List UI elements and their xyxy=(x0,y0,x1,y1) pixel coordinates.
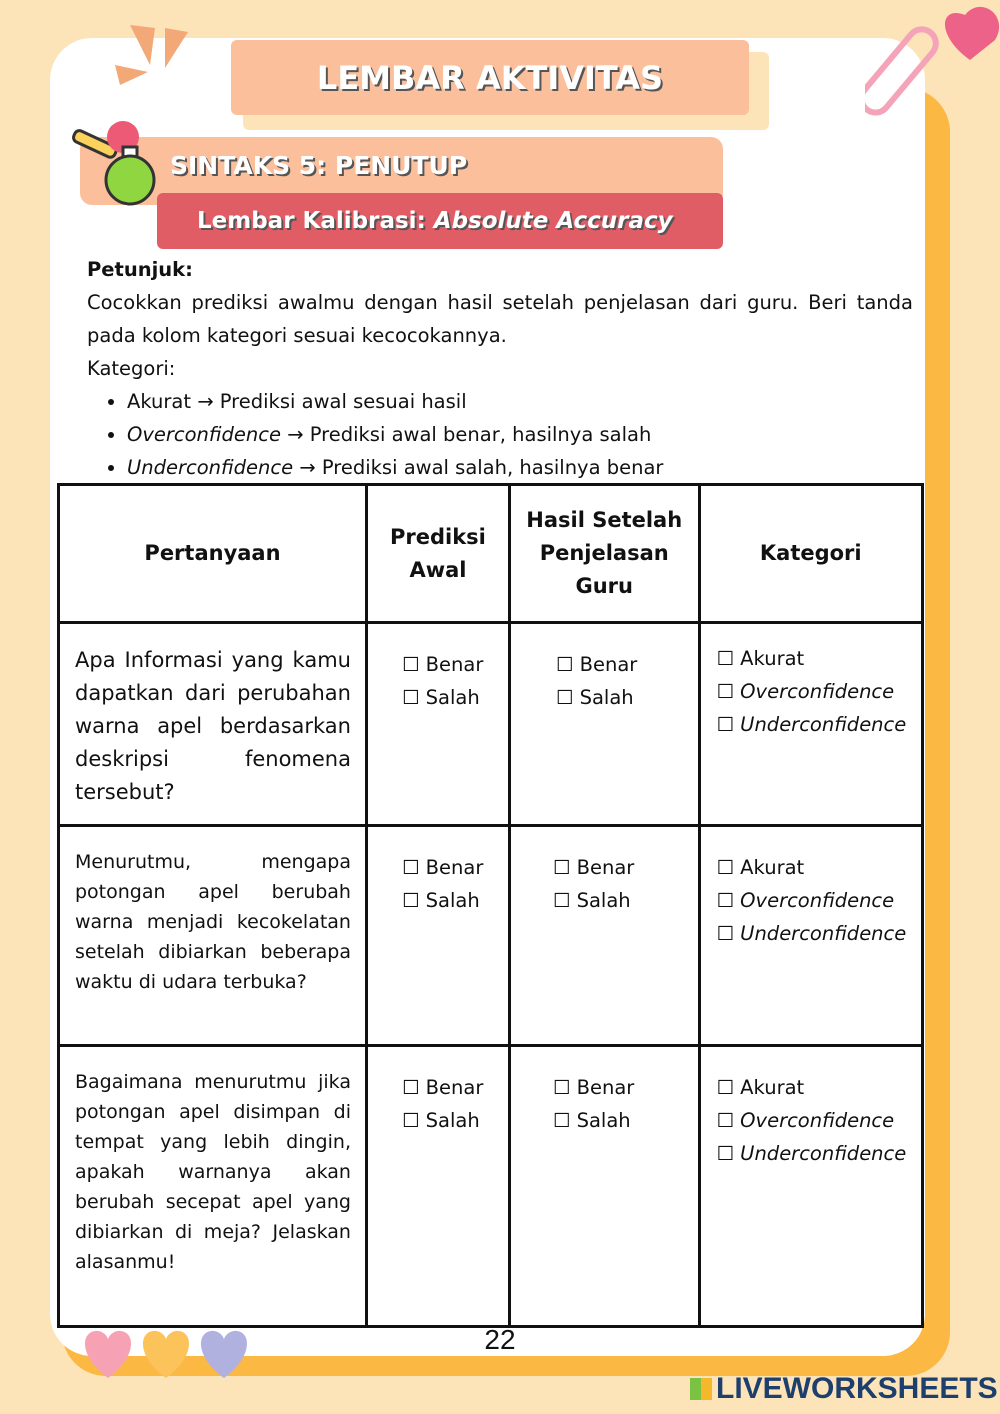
checkbox-salah[interactable]: ☐ Salah xyxy=(552,889,631,912)
header-hasil: Hasil Setelah Penjelasan Guru xyxy=(509,485,699,623)
sparkle-decoration-icon xyxy=(110,20,195,90)
instructions-label: Petunjuk: xyxy=(87,258,193,281)
checkbox-benar[interactable]: ☐ Benar xyxy=(552,856,635,879)
kategori-item xyxy=(127,451,913,484)
checkbox-underconfidence[interactable]: ☐ Underconfidence xyxy=(716,1142,907,1165)
checkbox-overconfidence[interactable]: ☐ Overconfidence xyxy=(716,889,895,912)
header-kategori: Kategori xyxy=(699,485,923,623)
checkbox-overconfidence[interactable]: ☐ Overconfidence xyxy=(716,680,895,703)
question-text: Apa Informasi yang kamu dapatkan dari perubahan warna apel berdasarkan deskripsi fenomena tersebut? xyxy=(59,623,367,826)
subtitle-banner xyxy=(157,193,723,249)
instructions-text: Cocokkan prediksi awalmu dengan hasil setelah penjelasan dari guru. Beri tanda pada kolom kategori sesuai kecocokannya. xyxy=(87,291,913,347)
checkbox-akurat[interactable]: ☐ Akurat xyxy=(716,856,805,879)
sintaks-title: SINTAKS 5: PENUTUP xyxy=(170,151,468,180)
checkbox-salah[interactable]: ☐ Salah xyxy=(401,686,480,709)
watermark-text: LIVEWORKSHEETS xyxy=(716,1372,998,1405)
checkbox-akurat[interactable]: ☐ Akurat xyxy=(716,647,805,670)
kategori-desc: → Prediksi awal benar, hasilnya salah xyxy=(280,423,652,446)
checkbox-benar[interactable]: ☐ Benar xyxy=(401,1076,484,1099)
checkbox-benar[interactable]: ☐ Benar xyxy=(401,856,484,879)
liveworksheets-logo xyxy=(690,1372,998,1406)
kategori-item xyxy=(127,418,913,451)
checkbox-benar[interactable]: ☐ Benar xyxy=(555,653,638,676)
checkbox-benar[interactable]: ☐ Benar xyxy=(401,653,484,676)
checkbox-overconfidence[interactable]: ☐ Overconfidence xyxy=(716,1109,895,1132)
checkbox-salah[interactable]: ☐ Salah xyxy=(555,686,634,709)
page-title: LEMBAR AKTIVITAS xyxy=(316,58,664,97)
checkbox-salah[interactable]: ☐ Salah xyxy=(401,889,480,912)
kategori-desc: → Prediksi awal salah, hasilnya benar xyxy=(293,456,664,479)
liveworksheets-logo-icon xyxy=(690,1378,712,1400)
checkbox-benar[interactable]: ☐ Benar xyxy=(552,1076,635,1099)
instructions xyxy=(87,253,913,484)
kategori-label: Kategori: xyxy=(87,357,176,380)
kategori-term: Underconfidence xyxy=(127,456,294,479)
table-header-row xyxy=(59,485,923,623)
kategori-item xyxy=(127,385,913,418)
checkbox-salah[interactable]: ☐ Salah xyxy=(552,1109,631,1132)
page-number: 22 xyxy=(484,1324,516,1355)
question-text: Menurutmu, mengapa potongan apel berubah warna menjadi kecokelatan setelah dibiarkan beberapa waktu di udara terbuka? xyxy=(59,826,367,1046)
heart-paperclip-icon xyxy=(865,0,1000,135)
kategori-term: Akurat xyxy=(127,390,192,413)
checkbox-salah[interactable]: ☐ Salah xyxy=(401,1109,480,1132)
calibration-table xyxy=(57,483,924,1328)
kategori-desc: → Prediksi awal sesuai hasil xyxy=(191,390,467,413)
subtitle-italic: Absolute Accuracy xyxy=(433,208,673,234)
checkbox-underconfidence[interactable]: ☐ Underconfidence xyxy=(716,922,907,945)
question-text: Bagaimana menurutmu jika potongan apel disimpan di tempat yang lebih dingin, apakah warnanya akan berubah secepat apel yang dibiarkan di meja? Jelaskan alasanmu! xyxy=(59,1046,367,1327)
table-row xyxy=(59,623,923,826)
table-row xyxy=(59,1046,923,1327)
checkbox-akurat[interactable]: ☐ Akurat xyxy=(716,1076,805,1099)
table-row xyxy=(59,826,923,1046)
flask-icon xyxy=(68,112,163,207)
header-pertanyaan: Pertanyaan xyxy=(59,485,367,623)
header-prediksi-awal: Prediksi Awal xyxy=(366,485,509,623)
subtitle-prefix: Lembar Kalibrasi: xyxy=(197,208,434,234)
title-banner xyxy=(231,40,749,115)
kategori-term: Overconfidence xyxy=(127,423,281,446)
checkbox-underconfidence[interactable]: ☐ Underconfidence xyxy=(716,713,907,736)
